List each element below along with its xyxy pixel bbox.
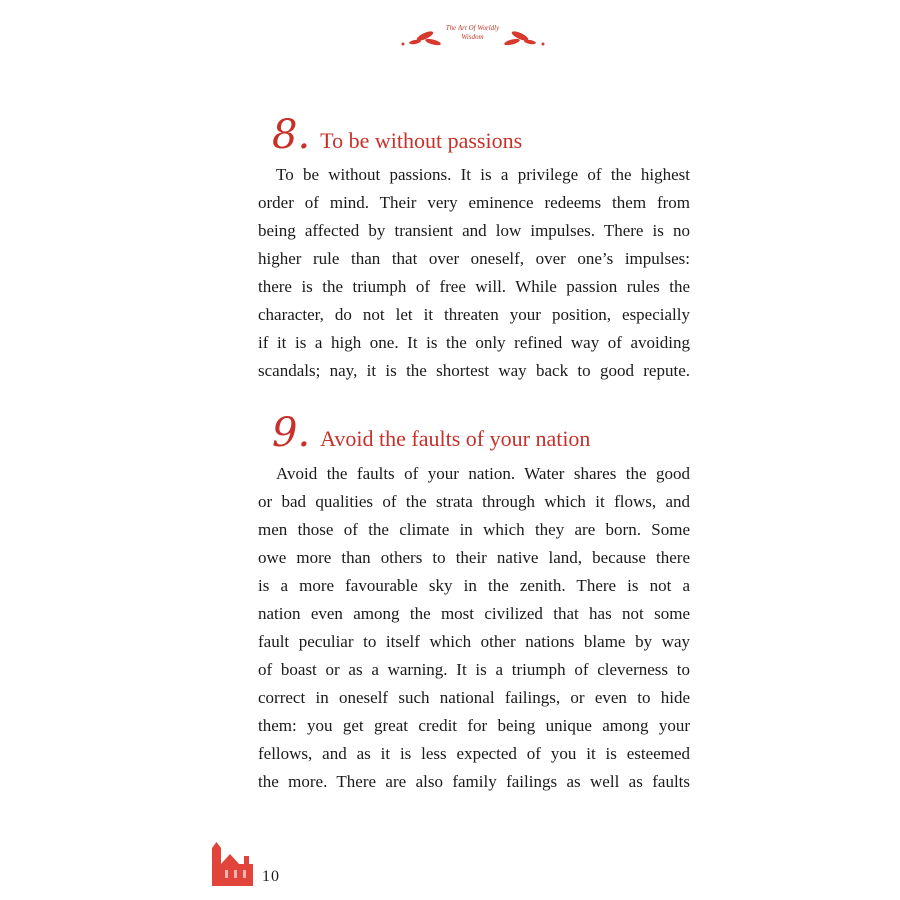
text-line-content: To be without passions. It is a privilege of the highest <box>276 165 690 184</box>
text-line <box>258 245 690 273</box>
text-line-content: of boast or as a warning. It is a triumph of cleverness to <box>258 660 690 679</box>
page-number: 10 <box>262 868 280 885</box>
text-line <box>258 329 690 357</box>
text-line <box>258 768 690 796</box>
text-line-content: if it is a high one. It is the only refined way of avoiding <box>258 333 690 352</box>
text-line <box>258 273 690 301</box>
cathedral-illustration <box>210 842 255 892</box>
section-9-body <box>258 460 690 796</box>
section-number: 8. <box>272 112 311 158</box>
text-line <box>258 628 690 656</box>
text-line <box>258 460 690 488</box>
section-9-heading <box>272 410 590 456</box>
text-line-content: fellows, and as it is less expected of you it is esteemed <box>258 744 690 763</box>
text-line <box>258 712 690 740</box>
text-line <box>258 189 690 217</box>
running-header <box>395 22 550 52</box>
text-line <box>258 488 690 516</box>
text-line-content: or bad qualities of the strata through which it flows, and <box>258 492 690 511</box>
text-line <box>258 684 690 712</box>
running-title: The Art Of Worldly Wisdom <box>445 24 500 41</box>
text-line <box>258 656 690 684</box>
text-line <box>258 740 690 768</box>
text-line-content: order of mind. Their very eminence redeems them from <box>258 193 690 212</box>
section-number: 9. <box>272 410 311 456</box>
text-line <box>258 572 690 600</box>
cathedral-icon <box>210 842 255 887</box>
text-line <box>258 516 690 544</box>
text-line <box>258 357 690 385</box>
text-line-content: higher rule than that over oneself, over one’s impulses: <box>258 249 690 268</box>
text-line-content: character, do not let it threaten your position, especially <box>258 305 690 324</box>
text-line <box>258 301 690 329</box>
text-line <box>258 217 690 245</box>
text-line-content: men those of the climate in which they are born. Some <box>258 520 690 539</box>
text-line-content: there is the triumph of free will. While passion rules the <box>258 277 690 296</box>
text-line <box>258 544 690 572</box>
text-line <box>258 600 690 628</box>
text-line-content: is a more favourable sky in the zenith. There is not a <box>258 576 690 595</box>
text-line-content: owe more than others to their native land, because there <box>258 548 690 567</box>
section-8-heading <box>272 112 522 158</box>
text-line-content: scandals; nay, it is the shortest way back to good repute. <box>258 361 690 380</box>
text-line-content: Avoid the faults of your nation. Water shares the good <box>276 464 690 483</box>
text-line-content: nation even among the most civilized that has not some <box>258 604 690 623</box>
section-title: To be without passions <box>320 128 523 153</box>
text-line <box>258 161 690 189</box>
text-line-content: the more. There are also family failings as well as faults <box>258 772 690 791</box>
text-line-content: being affected by transient and low impulses. There is no <box>258 221 690 240</box>
text-line-content: correct in oneself such national failings, or even to hide <box>258 688 690 707</box>
text-line-content: fault peculiar to itself which other nations blame by way <box>258 632 690 651</box>
text-line-content: them: you get great credit for being unique among your <box>258 716 690 735</box>
section-title: Avoid the faults of your nation <box>320 426 591 451</box>
section-8-body <box>258 161 690 385</box>
